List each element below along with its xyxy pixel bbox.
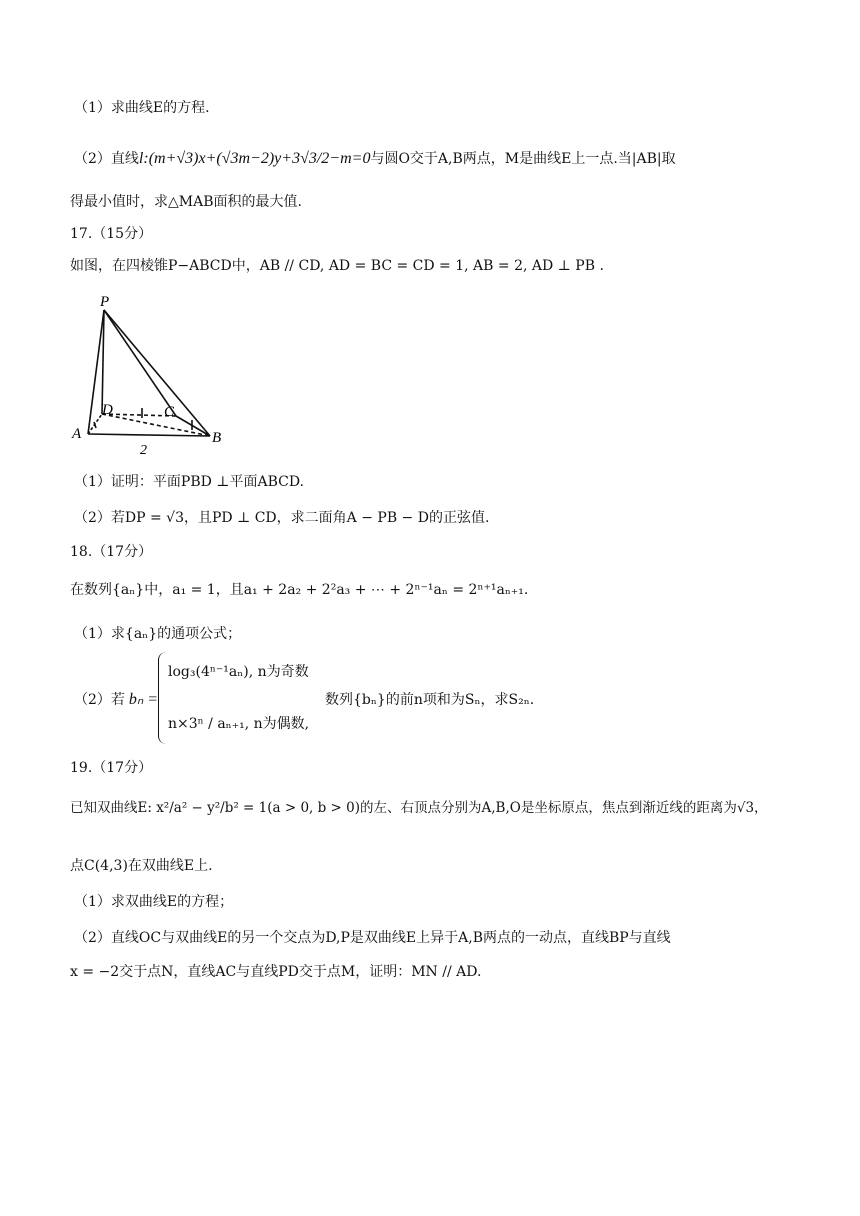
q17-pyramid-figure [68,292,238,462]
q19-stem: 已知双曲线E: x²/a² − y²/b² = 1(a > 0, b > 0)的左、右顶点分别为A,B,O是坐标原点，焦点到渐近线的距离为√3， [70,800,768,816]
q17-stem: 如图，在四棱锥P−ABCD中，AB // CD, AD = BC = CD = 1, AB = 2, AD ⊥ PB . [70,258,604,274]
q18-case-odd: log₃(4ⁿ⁻¹aₙ), n为奇数 [168,664,309,680]
q18-heading: 18.（17分） [70,544,153,560]
q18-bn: bₙ = [124,691,159,708]
q16-part2-prefix: （2）直线 [74,151,139,167]
q16-part2 [74,140,676,180]
q16-part2-mid: 与圆O交于A,B两点，M是曲线E上一点.当|AB|取 [370,151,676,167]
label-A: A [72,426,82,442]
q16-part1: （1）求曲线E的方程. [74,100,210,116]
label-C: C [164,404,175,420]
q18-part2-label: （2）若 [74,692,125,708]
label-B: B [212,430,222,446]
q19-heading: 19.（17分） [70,760,153,776]
q17-part2: （2）若DP = √3，且PD ⊥ CD，求二面角A − PB − D的正弦值. [74,510,490,526]
label-ab-length: 2 [140,443,147,458]
q19-part1: （1）求双曲线E的方程； [74,894,234,910]
q17-heading: 17.（15分） [70,226,153,242]
q19-stem-continuation: 点C(4,3)在双曲线E上. [70,858,213,874]
q18-part2-prefix [74,690,158,710]
q17-part1: （1）证明：平面PBD ⊥平面ABCD. [74,474,305,490]
label-D: D [102,402,113,418]
q18-part1: （1）求{aₙ}的通项公式； [74,626,242,642]
q18-part2-suffix: 数列{bₙ}的前n项和为Sₙ，求S₂ₙ. [325,692,535,708]
q19-part2: （2）直线OC与双曲线E的另一个交点为D,P是双曲线E上异于A,B两点的一动点，直线BP与直线 [74,930,671,946]
q18-stem: 在数列{aₙ}中，a₁ = 1，且a₁ + 2a₂ + 2²a₃ + ⋯ + 2ⁿ⁻¹aₙ = 2ⁿ⁺¹aₙ₊₁. [70,582,529,598]
label-P: P [100,294,110,310]
q16-part2-continuation: 得最小值时，求△MAB面积的最大值. [70,194,302,210]
q18-case-even: n×3ⁿ / aₙ₊₁, n为偶数, [168,716,310,732]
q19-part2-continuation: x = −2交于点N，直线AC与直线PD交于点M，证明：MN // AD. [70,964,482,980]
q16-line-equation: l:(m+√3)x+(√3m−2)y+3√3/2−m=0 [138,150,371,167]
